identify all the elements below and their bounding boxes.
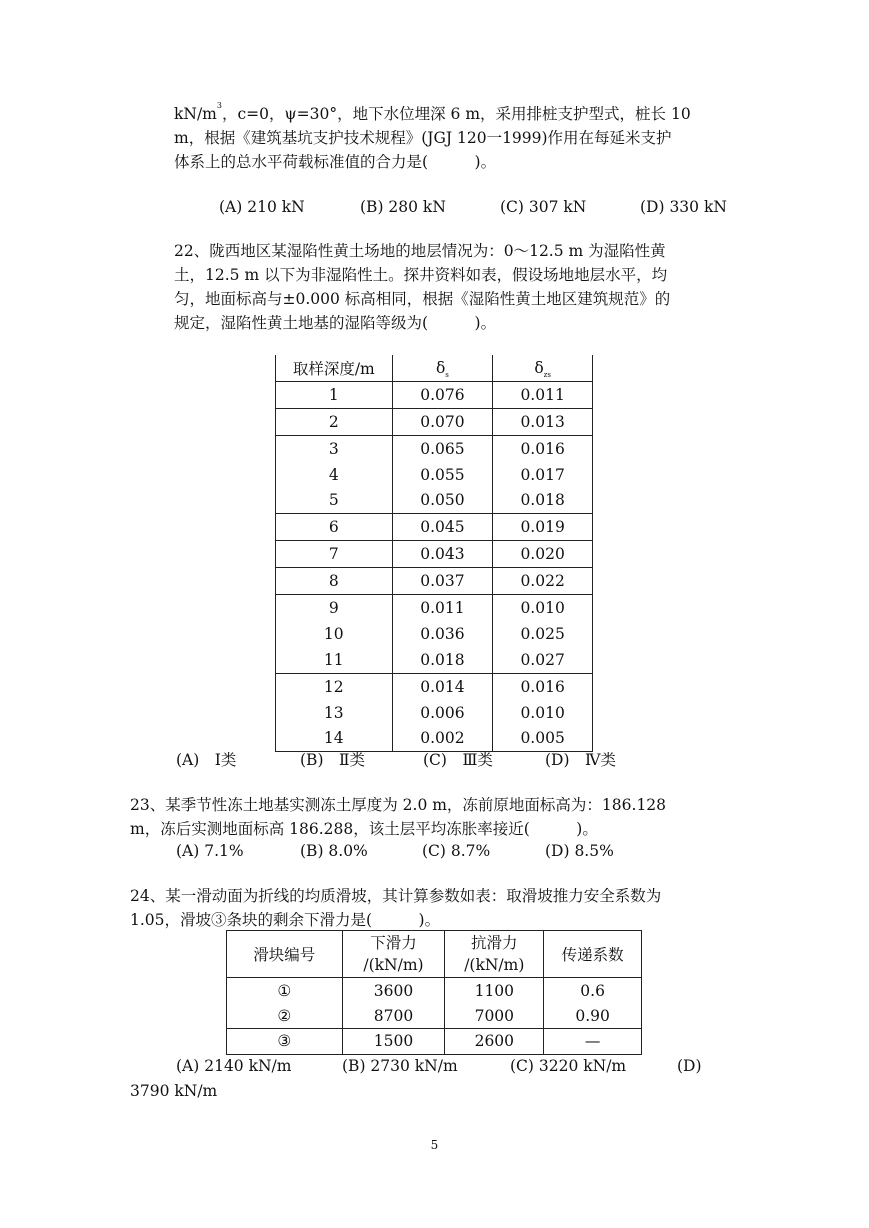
table-row xyxy=(276,621,593,647)
table-row xyxy=(276,647,593,673)
q23-option-c: (C) 8.7% xyxy=(422,842,491,860)
table-row xyxy=(276,541,593,568)
table-row xyxy=(227,978,642,1004)
table-row xyxy=(276,435,593,461)
page-number: 5 xyxy=(430,1138,439,1152)
cell-delta-s: 0.006 xyxy=(392,700,493,726)
cell-delta-s: 0.065 xyxy=(392,435,493,461)
q22-line-1: 22、陇西地区某湿陷性黄土场地的地层情况为：0～12.5 m 为湿陷性黄 xyxy=(174,242,666,260)
cell-delta-zs: 0.017 xyxy=(493,462,593,488)
header-transfer-coef: 传递系数 xyxy=(544,931,642,978)
q21-line-1: $kN/m^3$，c=0，ψ=30°，地下水位埋深 6 m，采用排桩支护型式，桩长 10 xyxy=(174,101,691,123)
q21-line-2: m，根据《建筑基坑支护技术规程》(JGJ 120一1999)作用在每延米支护 xyxy=(174,129,672,147)
table-row xyxy=(276,408,593,435)
header-depth: 取样深度/m xyxy=(276,355,393,381)
cell-delta-zs: 0.016 xyxy=(493,673,593,699)
table-row xyxy=(276,462,593,488)
cell-delta-zs: 0.025 xyxy=(493,621,593,647)
q24-table xyxy=(226,930,642,1055)
cell-delta-zs: 0.018 xyxy=(493,487,593,513)
header-delta-zs: $\delta_{zs}$ xyxy=(493,355,593,381)
q24-text xyxy=(130,884,661,932)
q24-option-a: (A) 2140 kN/m xyxy=(176,1057,292,1075)
cell-delta-zs: 0.010 xyxy=(493,595,593,621)
cell-delta-zs: 0.016 xyxy=(493,435,593,461)
table-row xyxy=(227,1029,642,1055)
cell-block: ① xyxy=(227,978,343,1004)
cell-delta-s: 0.050 xyxy=(392,487,493,513)
cell-depth: 6 xyxy=(276,514,393,541)
q23-line-1: 23、某季节性冻土地基实测冻土厚度为 2.0 m，冻前原地面标高为：186.128 xyxy=(130,796,667,814)
q21-option-b: (B) 280 kN xyxy=(360,198,446,216)
cell-depth: 10 xyxy=(276,621,393,647)
q24-option-b: (B) 2730 kN/m xyxy=(342,1057,458,1075)
q24-table-header xyxy=(227,931,642,978)
header-sliding-force: 下滑力 /(kN/m) xyxy=(342,931,445,978)
cell-delta-zs: 0.013 xyxy=(493,408,593,435)
q22-table xyxy=(275,355,593,752)
q23-line-2: m，冻后实测地面标高 186.288，该土层平均冻胀率接近( )。 xyxy=(130,820,598,838)
cell-depth: 2 xyxy=(276,408,393,435)
cell-depth: 9 xyxy=(276,595,393,621)
cell-coef: — xyxy=(544,1029,642,1055)
cell-delta-zs: 0.010 xyxy=(493,700,593,726)
cell-sliding: 3600 xyxy=(342,978,445,1004)
q22-line-4: 规定，湿陷性黄土地基的湿陷等级为( )。 xyxy=(174,314,497,332)
q23-option-a: (A) 7.1% xyxy=(176,842,244,860)
cell-depth: 13 xyxy=(276,700,393,726)
cell-depth: 14 xyxy=(276,725,393,751)
q22-table-header xyxy=(276,355,593,381)
q24-line-2: 1.05，滑坡③条块的剩余下滑力是( )。 xyxy=(130,911,441,929)
cell-delta-zs: 0.022 xyxy=(493,568,593,595)
cell-delta-s: 0.036 xyxy=(392,621,493,647)
cell-delta-zs: 0.011 xyxy=(493,381,593,408)
q22-line-3: 匀，地面标高与±0.000 标高相同，根据《湿陷性黄土地区建筑规范》的 xyxy=(174,290,671,308)
q23-text xyxy=(130,793,666,841)
table-row xyxy=(276,514,593,541)
cell-delta-s: 0.002 xyxy=(392,725,493,751)
q22-option-a: (A) Ⅰ类 xyxy=(176,751,237,769)
cell-delta-s: 0.070 xyxy=(392,408,493,435)
cell-coef: 0.6 xyxy=(544,978,642,1004)
cell-delta-s: 0.076 xyxy=(392,381,493,408)
q21-line-3: 体系上的总水平荷载标准值的合力是( )。 xyxy=(174,153,497,171)
cell-resisting: 2600 xyxy=(445,1029,544,1055)
q22-option-b: (B) Ⅱ类 xyxy=(300,751,366,769)
cell-sliding: 8700 xyxy=(342,1003,445,1029)
cell-depth: 8 xyxy=(276,568,393,595)
cell-depth: 5 xyxy=(276,487,393,513)
cell-depth: 12 xyxy=(276,673,393,699)
table-row xyxy=(276,487,593,513)
cell-depth: 4 xyxy=(276,462,393,488)
q23-option-b: (B) 8.0% xyxy=(300,842,368,860)
q22-option-c: (C) Ⅲ类 xyxy=(423,751,493,769)
header-resisting-force: 抗滑力 /(kN/m) xyxy=(445,931,544,978)
cell-block: ② xyxy=(227,1003,343,1029)
q24-line-1: 24、某一滑动面为折线的均质滑坡，其计算参数如表：取滑坡推力安全系数为 xyxy=(130,887,662,905)
header-delta-s: $\delta_s$ xyxy=(392,355,493,381)
table-row xyxy=(276,700,593,726)
cell-resisting: 7000 xyxy=(445,1003,544,1029)
cell-delta-zs: 0.005 xyxy=(493,725,593,751)
cell-delta-s: 0.011 xyxy=(392,595,493,621)
table-row xyxy=(276,568,593,595)
cell-delta-s: 0.014 xyxy=(392,673,493,699)
cell-delta-zs: 0.020 xyxy=(493,541,593,568)
q23-option-d: (D) 8.5% xyxy=(545,842,614,860)
q24-option-d-value: 3790 kN/m xyxy=(130,1082,218,1100)
table-row xyxy=(227,1003,642,1029)
cell-depth: 3 xyxy=(276,435,393,461)
q22-line-2: 土，12.5 m 以下为非湿陷性土。探井资料如表，假设场地地层水平，均 xyxy=(174,266,668,284)
cell-delta-s: 0.055 xyxy=(392,462,493,488)
cell-resisting: 1100 xyxy=(445,978,544,1004)
q24-option-c: (C) 3220 kN/m xyxy=(510,1057,627,1075)
cell-depth: 1 xyxy=(276,381,393,408)
header-block-no: 滑块编号 xyxy=(227,931,343,978)
cell-delta-s: 0.018 xyxy=(392,647,493,673)
table-row xyxy=(276,595,593,621)
cell-delta-s: 0.043 xyxy=(392,541,493,568)
cell-coef: 0.90 xyxy=(544,1003,642,1029)
q22-option-d: (D) Ⅳ类 xyxy=(545,751,617,769)
q22-text xyxy=(174,239,670,335)
cell-sliding: 1500 xyxy=(342,1029,445,1055)
cell-delta-s: 0.037 xyxy=(392,568,493,595)
table-row xyxy=(276,381,593,408)
q21-text xyxy=(174,102,691,174)
q21-option-d: (D) 330 kN xyxy=(640,198,727,216)
q21-option-a: (A) 210 kN xyxy=(219,198,305,216)
q21-option-c: (C) 307 kN xyxy=(500,198,587,216)
table-row xyxy=(276,673,593,699)
q24-option-d: (D) xyxy=(677,1057,702,1075)
cell-block: ③ xyxy=(227,1029,343,1055)
cell-depth: 11 xyxy=(276,647,393,673)
cell-delta-zs: 0.019 xyxy=(493,514,593,541)
cell-depth: 7 xyxy=(276,541,393,568)
cell-delta-zs: 0.027 xyxy=(493,647,593,673)
cell-delta-s: 0.045 xyxy=(392,514,493,541)
